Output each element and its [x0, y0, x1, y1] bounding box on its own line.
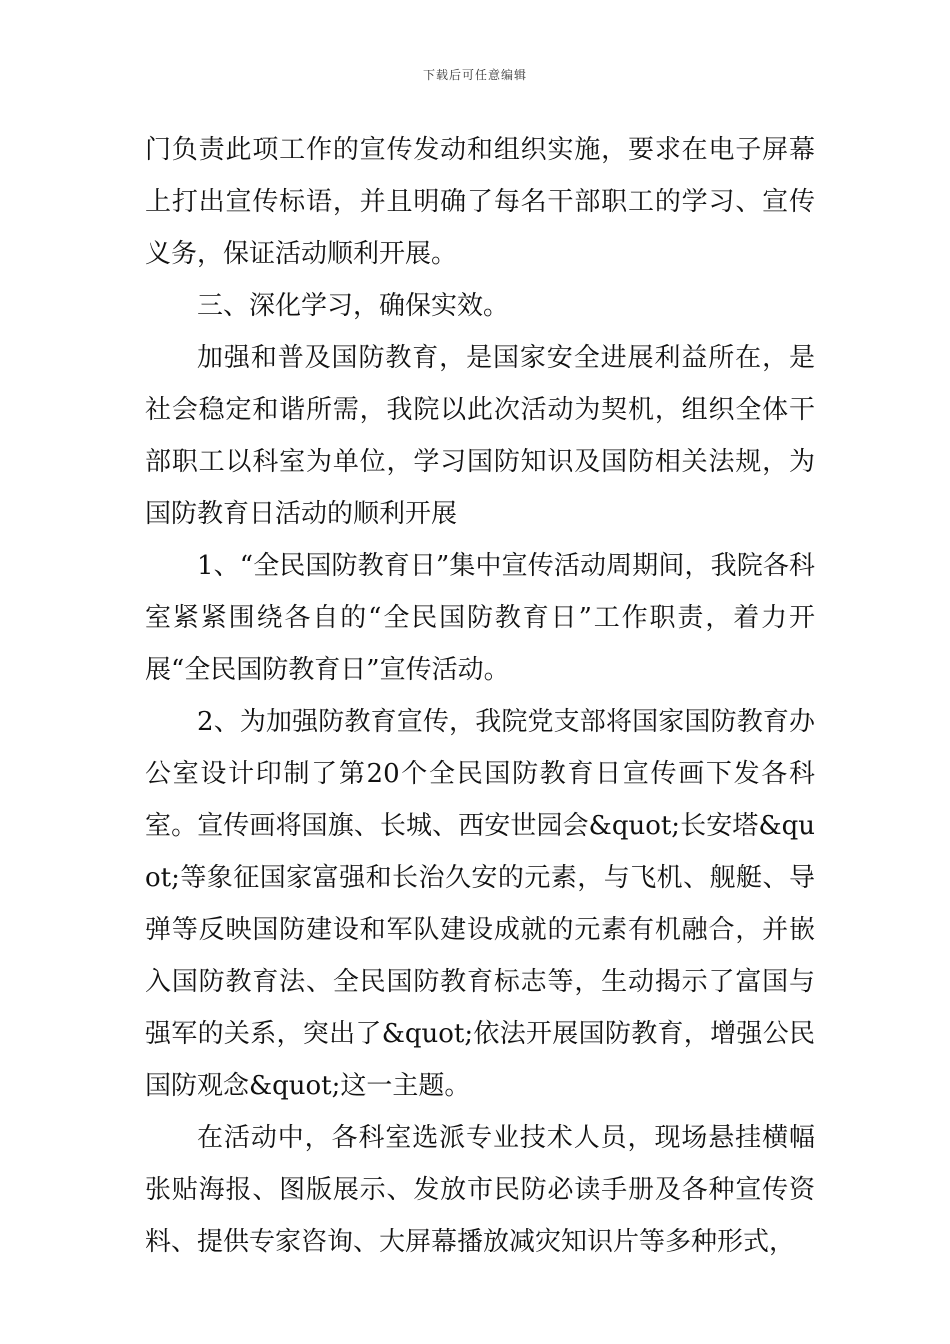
paragraph-item-1: 1、“全民国防教育日”集中宣传活动周期间，我院各科室紧紧围绕各自的“全民国防教育日”工作职责，着力开展“全民国防教育日”宣传活动。: [145, 551, 815, 685]
section-heading: 三、深化学习，确保实效。: [197, 291, 510, 321]
paragraph: 在活动中，各科室选派专业技术人员，现场悬挂横幅张贴海报、图版展示、发放市民防必读手册及各种宣传资料、提供专家咨询、大屏幕播放减灾知识片等多种形式，: [145, 1123, 815, 1257]
paragraph: 加强和普及国防教育，是国家安全进展利益所在，是社会稳定和谐所需，我院以此次活动为契机，组织全体干部职工以科室为单位，学习国防知识及国防相关法规，为国防教育日活动的顺利开展: [145, 343, 815, 529]
page-header: 下载后可任意编辑: [422, 68, 527, 82]
document-body: [145, 124, 815, 1268]
paragraph-continuation: 门负责此项工作的宣传发动和组织实施，要求在电子屏幕上打出宣传标语，并且明确了每名干部职工的学习、宣传义务，保证活动顺利开展。: [145, 135, 815, 269]
paragraph-item-2: 2、为加强防教育宣传，我院党支部将国家国防教育办公室设计印制了第20个全民国防教育日宣传画下发各科室。宣传画将国旗、长城、西安世园会&quot;长安塔&quot;等象征国家富强和长治久安的元素，与飞机、舰艇、导弹等反映国防建设和军队建设成就的元素有机融合，并嵌入国防教育法、全民国防教育标志等，生动揭示了富国与强军的关系，突出了&quot;依法开展国防教育，增强公民国防观念&quot;这一主题。: [145, 707, 815, 1101]
